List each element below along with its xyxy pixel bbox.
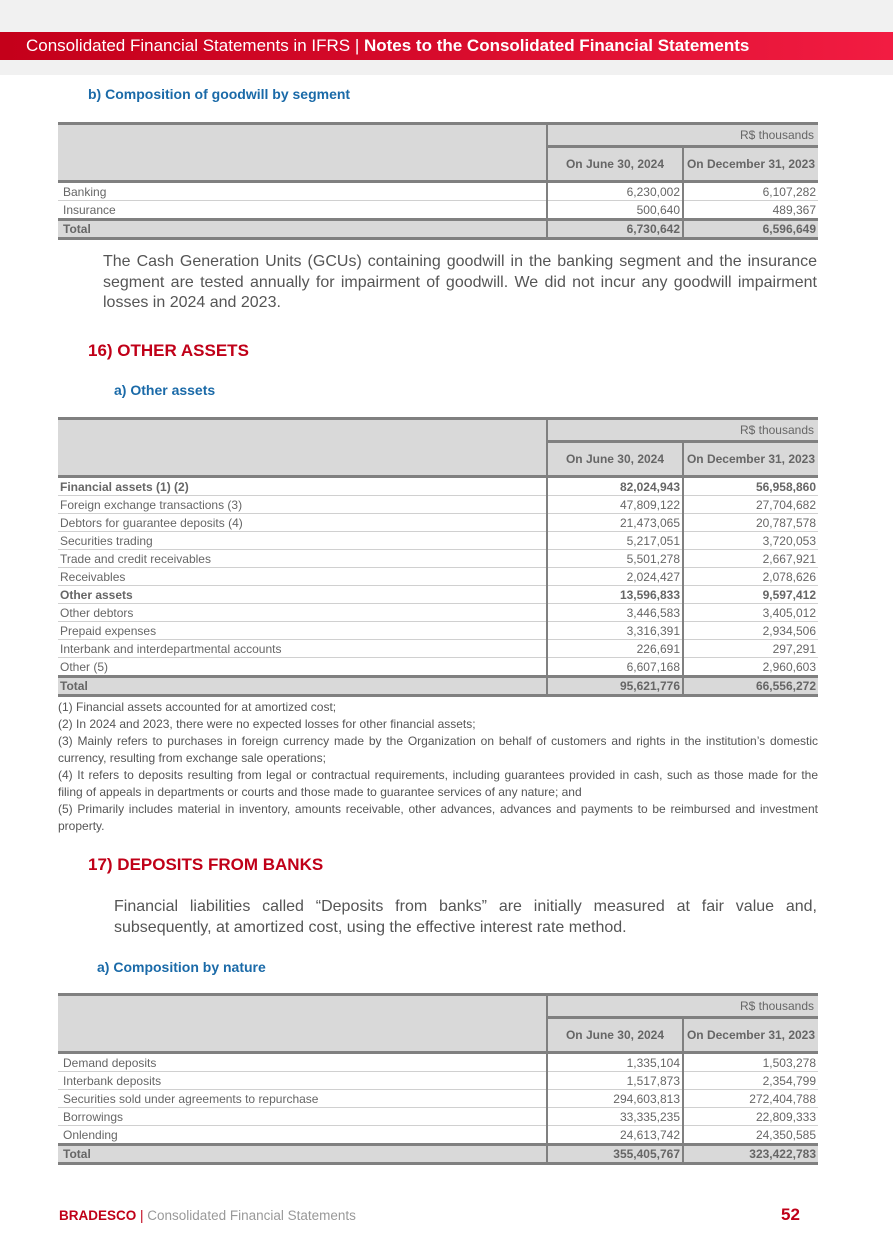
- row-label: Securities sold under agreements to repurchase: [58, 1090, 547, 1108]
- table-row: [58, 201, 818, 220]
- row-value-jun2024: 5,501,278: [547, 550, 683, 568]
- total-jun2024: 95,621,776: [547, 677, 683, 696]
- row-value-dec2023: 2,960,603: [683, 658, 818, 677]
- header-title-light: Consolidated Financial Statements in IFRS |: [26, 36, 364, 55]
- row-value-jun2024: 13,596,833: [547, 586, 683, 604]
- table-row: [58, 640, 818, 658]
- footer-separator: |: [136, 1208, 148, 1223]
- goodwill-paragraph: The Cash Generation Units (GCUs) containing goodwill in the banking segment and the insurance segment are tested annually for impairment of goodwill. We did not incur any goodwill impairment losses in 2024 and 2023.: [103, 253, 817, 311]
- row-value-jun2024: 226,691: [547, 640, 683, 658]
- row-value-dec2023: 297,291: [683, 640, 818, 658]
- total-label: Total: [58, 220, 547, 239]
- total-label: Total: [58, 1145, 547, 1164]
- deposits-paragraph: Financial liabilities called “Deposits from banks” are initially measured at fair value and, subsequently, at amortized cost, using the effective interest rate method.: [114, 898, 817, 936]
- table-row: [58, 532, 818, 550]
- row-value-dec2023: 3,405,012: [683, 604, 818, 622]
- col-header-dec2023: On December 31, 2023: [683, 442, 818, 477]
- header-title-bold: Notes to the Consolidated Financial Statements: [363, 36, 750, 55]
- row-value-jun2024: 3,316,391: [547, 622, 683, 640]
- table-row: [58, 1072, 818, 1090]
- section-heading-deposits: 17) DEPOSITS FROM BANKS: [88, 855, 324, 874]
- row-value-dec2023: 27,704,682: [683, 496, 818, 514]
- row-label: Banking: [58, 182, 547, 201]
- row-label: Interbank deposits: [58, 1072, 547, 1090]
- row-label: Other (5): [58, 658, 547, 677]
- row-value-dec2023: 2,078,626: [683, 568, 818, 586]
- table-row: [58, 586, 818, 604]
- row-label: Prepaid expenses: [58, 622, 547, 640]
- footer-brand: BRADESCO: [59, 1208, 137, 1223]
- table-row: [58, 514, 818, 532]
- row-value-jun2024: 294,603,813: [547, 1090, 683, 1108]
- row-value-jun2024: 47,809,122: [547, 496, 683, 514]
- table-row: [58, 622, 818, 640]
- row-label: Interbank and interdepartmental accounts: [58, 640, 547, 658]
- row-value-jun2024: 21,473,065: [547, 514, 683, 532]
- total-dec2023: 6,596,649: [683, 220, 818, 239]
- row-value-jun2024: 1,517,873: [547, 1072, 683, 1090]
- row-value-jun2024: 82,024,943: [547, 477, 683, 496]
- table-row: [58, 1053, 818, 1072]
- other-assets-subheading: a) Other assets: [114, 382, 216, 398]
- row-label: Demand deposits: [58, 1053, 547, 1072]
- footnote-4: (4) It refers to deposits resulting from legal or contractual requirements, including guarantees provided in cash, such as those made for the filing of appeals in departments or courts and those made to guarantee services of any nature; and: [58, 768, 818, 799]
- row-value-dec2023: 3,720,053: [683, 532, 818, 550]
- footnote-3: (3) Mainly refers to purchases in foreign currency made by the Organization on behalf of customers and rights in the institution’s domestic currency, resulting from exchange sale operations;: [58, 734, 818, 765]
- table-row: [58, 1090, 818, 1108]
- row-value-jun2024: 24,613,742: [547, 1126, 683, 1145]
- col-header-dec2023: On December 31, 2023: [683, 147, 818, 182]
- deposits-table: [58, 993, 818, 1165]
- row-value-jun2024: 6,230,002: [547, 182, 683, 201]
- unit-label: R$ thousands: [547, 995, 818, 1018]
- other-assets-table: [58, 417, 818, 697]
- footnote-1: (1) Financial assets accounted for at amortized cost;: [58, 700, 337, 714]
- section-heading-other-assets: 16) OTHER ASSETS: [88, 341, 249, 360]
- table-row: [58, 604, 818, 622]
- row-value-jun2024: 33,335,235: [547, 1108, 683, 1126]
- table-row: [58, 477, 818, 496]
- row-value-dec2023: 20,787,578: [683, 514, 818, 532]
- row-label: Securities trading: [58, 532, 547, 550]
- table-row: [58, 1108, 818, 1126]
- row-label: Financial assets (1) (2): [58, 477, 547, 496]
- row-value-dec2023: 56,958,860: [683, 477, 818, 496]
- row-value-dec2023: 24,350,585: [683, 1126, 818, 1145]
- other-assets-footnotes: [58, 699, 818, 835]
- footer-document-title: Consolidated Financial Statements: [147, 1208, 356, 1223]
- table-total-row: [58, 677, 818, 696]
- goodwill-table: [58, 122, 818, 240]
- header-blank: [58, 419, 547, 477]
- row-label: Onlending: [58, 1126, 547, 1145]
- unit-label: R$ thousands: [547, 419, 818, 442]
- table-row: [58, 568, 818, 586]
- page-footer: [59, 1208, 356, 1223]
- row-label: Trade and credit receivables: [58, 550, 547, 568]
- row-value-jun2024: 3,446,583: [547, 604, 683, 622]
- running-header: [0, 32, 893, 60]
- row-value-jun2024: 6,607,168: [547, 658, 683, 677]
- col-header-dec2023: On December 31, 2023: [683, 1018, 818, 1053]
- row-value-dec2023: 6,107,282: [683, 182, 818, 201]
- total-dec2023: 66,556,272: [683, 677, 818, 696]
- footnote-5: (5) Primarily includes material in inventory, amounts receivable, other advances, advances and payments to be reimbursed and investment property.: [58, 802, 818, 833]
- deposits-subheading: a) Composition by nature: [97, 959, 266, 975]
- header-blank: [58, 124, 547, 182]
- table-row: [58, 658, 818, 677]
- table-total-row: [58, 1145, 818, 1164]
- row-label: Debtors for guarantee deposits (4): [58, 514, 547, 532]
- col-header-jun2024: On June 30, 2024: [547, 1018, 683, 1053]
- row-value-dec2023: 1,503,278: [683, 1053, 818, 1072]
- row-value-dec2023: 9,597,412: [683, 586, 818, 604]
- row-label: Insurance: [58, 201, 547, 220]
- total-dec2023: 323,422,783: [683, 1145, 818, 1164]
- row-value-dec2023: 2,667,921: [683, 550, 818, 568]
- page-number: 52: [781, 1205, 800, 1224]
- total-jun2024: 6,730,642: [547, 220, 683, 239]
- row-value-dec2023: 272,404,788: [683, 1090, 818, 1108]
- row-label: Other debtors: [58, 604, 547, 622]
- col-header-jun2024: On June 30, 2024: [547, 442, 683, 477]
- col-header-jun2024: On June 30, 2024: [547, 147, 683, 182]
- row-value-dec2023: 2,934,506: [683, 622, 818, 640]
- row-value-jun2024: 500,640: [547, 201, 683, 220]
- row-value-dec2023: 22,809,333: [683, 1108, 818, 1126]
- row-label: Receivables: [58, 568, 547, 586]
- total-jun2024: 355,405,767: [547, 1145, 683, 1164]
- unit-label: R$ thousands: [547, 124, 818, 147]
- total-label: Total: [58, 677, 547, 696]
- row-label: Borrowings: [58, 1108, 547, 1126]
- table-row: [58, 1126, 818, 1145]
- table-row: [58, 550, 818, 568]
- row-value-dec2023: 2,354,799: [683, 1072, 818, 1090]
- row-label: Foreign exchange transactions (3): [58, 496, 547, 514]
- table-row: [58, 496, 818, 514]
- row-label: Other assets: [58, 586, 547, 604]
- footnote-2: (2) In 2024 and 2023, there were no expected losses for other financial assets;: [58, 717, 476, 731]
- header-blank: [58, 995, 547, 1053]
- row-value-dec2023: 489,367: [683, 201, 818, 220]
- row-value-jun2024: 5,217,051: [547, 532, 683, 550]
- table-row: [58, 182, 818, 201]
- row-value-jun2024: 1,335,104: [547, 1053, 683, 1072]
- row-value-jun2024: 2,024,427: [547, 568, 683, 586]
- goodwill-heading: b) Composition of goodwill by segment: [88, 86, 351, 102]
- table-total-row: [58, 220, 818, 239]
